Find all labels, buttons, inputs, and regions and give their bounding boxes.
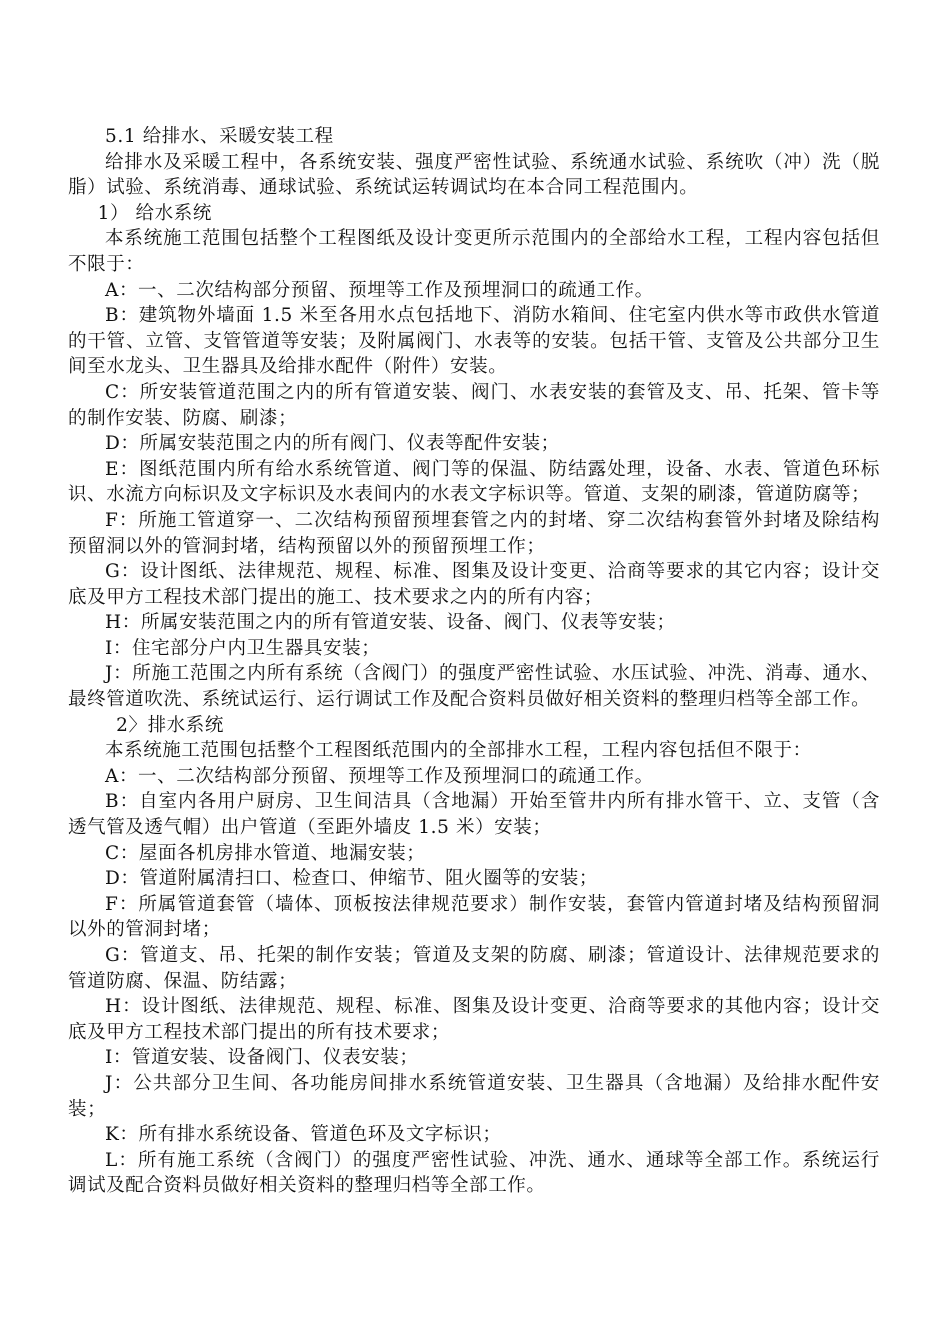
list-item: J：公共部分卫生间、各功能房间排水系统管道安装、卫生器具（含地漏）及给排水配件安装； — [68, 1072, 880, 1120]
list-item: C：屋面各机房排水管道、地漏安装； — [105, 842, 426, 864]
section-heading: 5.1 给排水、采暖安装工程 — [105, 126, 334, 147]
list-item: K：所有排水系统设备、管道色环及文字标识； — [105, 1124, 502, 1146]
list-item: G：管道支、吊、托架的制作安装；管道及支架的防腐、刷漆；管道设计、法律规范要求的管道防腐、保温、防结露； — [68, 945, 880, 992]
list-item: D：管道附属清扫口、检查口、伸缩节、阻火圈等的安装； — [105, 868, 598, 890]
intro-paragraph: 给排水及采暖工程中，各系统安装、强度严密性试验、系统通水试验、系统吹（冲）洗（脱脂）试验、系统消毒、通球试验、系统试运转调试均在本合同工程范围内。 — [68, 151, 880, 199]
list-item: A：一、二次结构部分预留、预埋等工作及预埋洞口的疏通工作。 — [105, 765, 654, 787]
list-item: A：一、二次结构部分预留、预埋等工作及预埋洞口的疏通工作。 — [105, 279, 654, 301]
list-item: C：所安装管道范围之内的所有管道安装、阀门、水表安装的套管及支、吊、托架、管卡等的制作安装、防腐、刷漆； — [68, 381, 880, 429]
paragraph: 本系统施工范围包括整个工程图纸及设计变更所示范围内的全部给水工程，工程内容包括但不限于： — [68, 228, 880, 275]
list-item: H：所属安装范围之内的所有管道安装、设备、阀门、仪表等安装； — [105, 612, 676, 634]
list-item: F：所施工管道穿一、二次结构预留预埋套管之内的封堵、穿二次结构套管外封堵及除结构预留洞以外的管洞封堵，结构预留以外的预留预埋工作； — [68, 509, 880, 557]
list-item: L：所有施工系统（含阀门）的强度严密性试验、冲洗、通水、通球等全部工作。系统运行调试及配合资料员做好相关资料的整理归档等全部工作。 — [68, 1149, 880, 1197]
list-item: D：所属安装范围之内的所有阀门、仪表等配件安装； — [105, 433, 560, 455]
paragraph: 本系统施工范围包括整个工程图纸范围内的全部排水工程，工程内容包括但不限于： — [105, 740, 812, 762]
list-item: I：住宅部分户内卫生器具安装； — [105, 637, 381, 659]
list-item: I：管道安装、设备阀门、仪表安装； — [105, 1047, 419, 1069]
subsection-heading-water-supply: 1） 给水系统 — [97, 202, 212, 224]
list-item: H：设计图纸、法律规范、规程、标准、图集及设计变更、洽商等要求的其他内容；设计交底及甲方工程技术部门提出的所有技术要求； — [68, 996, 880, 1043]
list-item: F：所属管道套管（墙体、顶板按法律规范要求）制作安装，套管内管道封堵及结构预留洞以外的管洞封堵； — [68, 893, 880, 941]
list-item: E：图纸范围内所有给水系统管道、阀门等的保温、防结露处理，设备、水表、管道色环标识、水流方向标识及文字标识及水表间内的水表文字标识等。管道、支架的刷漆，管道防腐等； — [68, 458, 880, 506]
list-item: B：自室内各用户厨房、卫生间洁具（含地漏）开始至管井内所有排水管干、立、支管（含透气管及透气帽）出户管道（至距外墙皮 1.5 米）安装； — [68, 791, 880, 839]
list-item: G：设计图纸、法律规范、规程、标准、图集及设计变更、洽商等要求的其它内容；设计交底及甲方工程技术部门提出的施工、技术要求之内的所有内容； — [68, 561, 880, 608]
list-item: B：建筑物外墙面 1.5 米至各用水点包括地下、消防水箱间、住宅室内供水等市政供水管道的干管、立管、支管管道等安装；及附属阀门、水表等的安装。包括干管、支管及公共部分卫生间至水龙头、卫生器具及给排水配件（附件）安装。 — [68, 305, 880, 378]
list-item: J：所施工范围之内所有系统（含阀门）的强度严密性试验、水压试验、冲洗、消毒、通水、最终管道吹洗、系统试运行、运行调试工作及配合资料员做好相关资料的整理归档等全部工作。 — [68, 663, 880, 711]
document-body — [68, 124, 880, 1199]
subsection-heading-drainage: 2〉排水系统 — [116, 714, 224, 736]
